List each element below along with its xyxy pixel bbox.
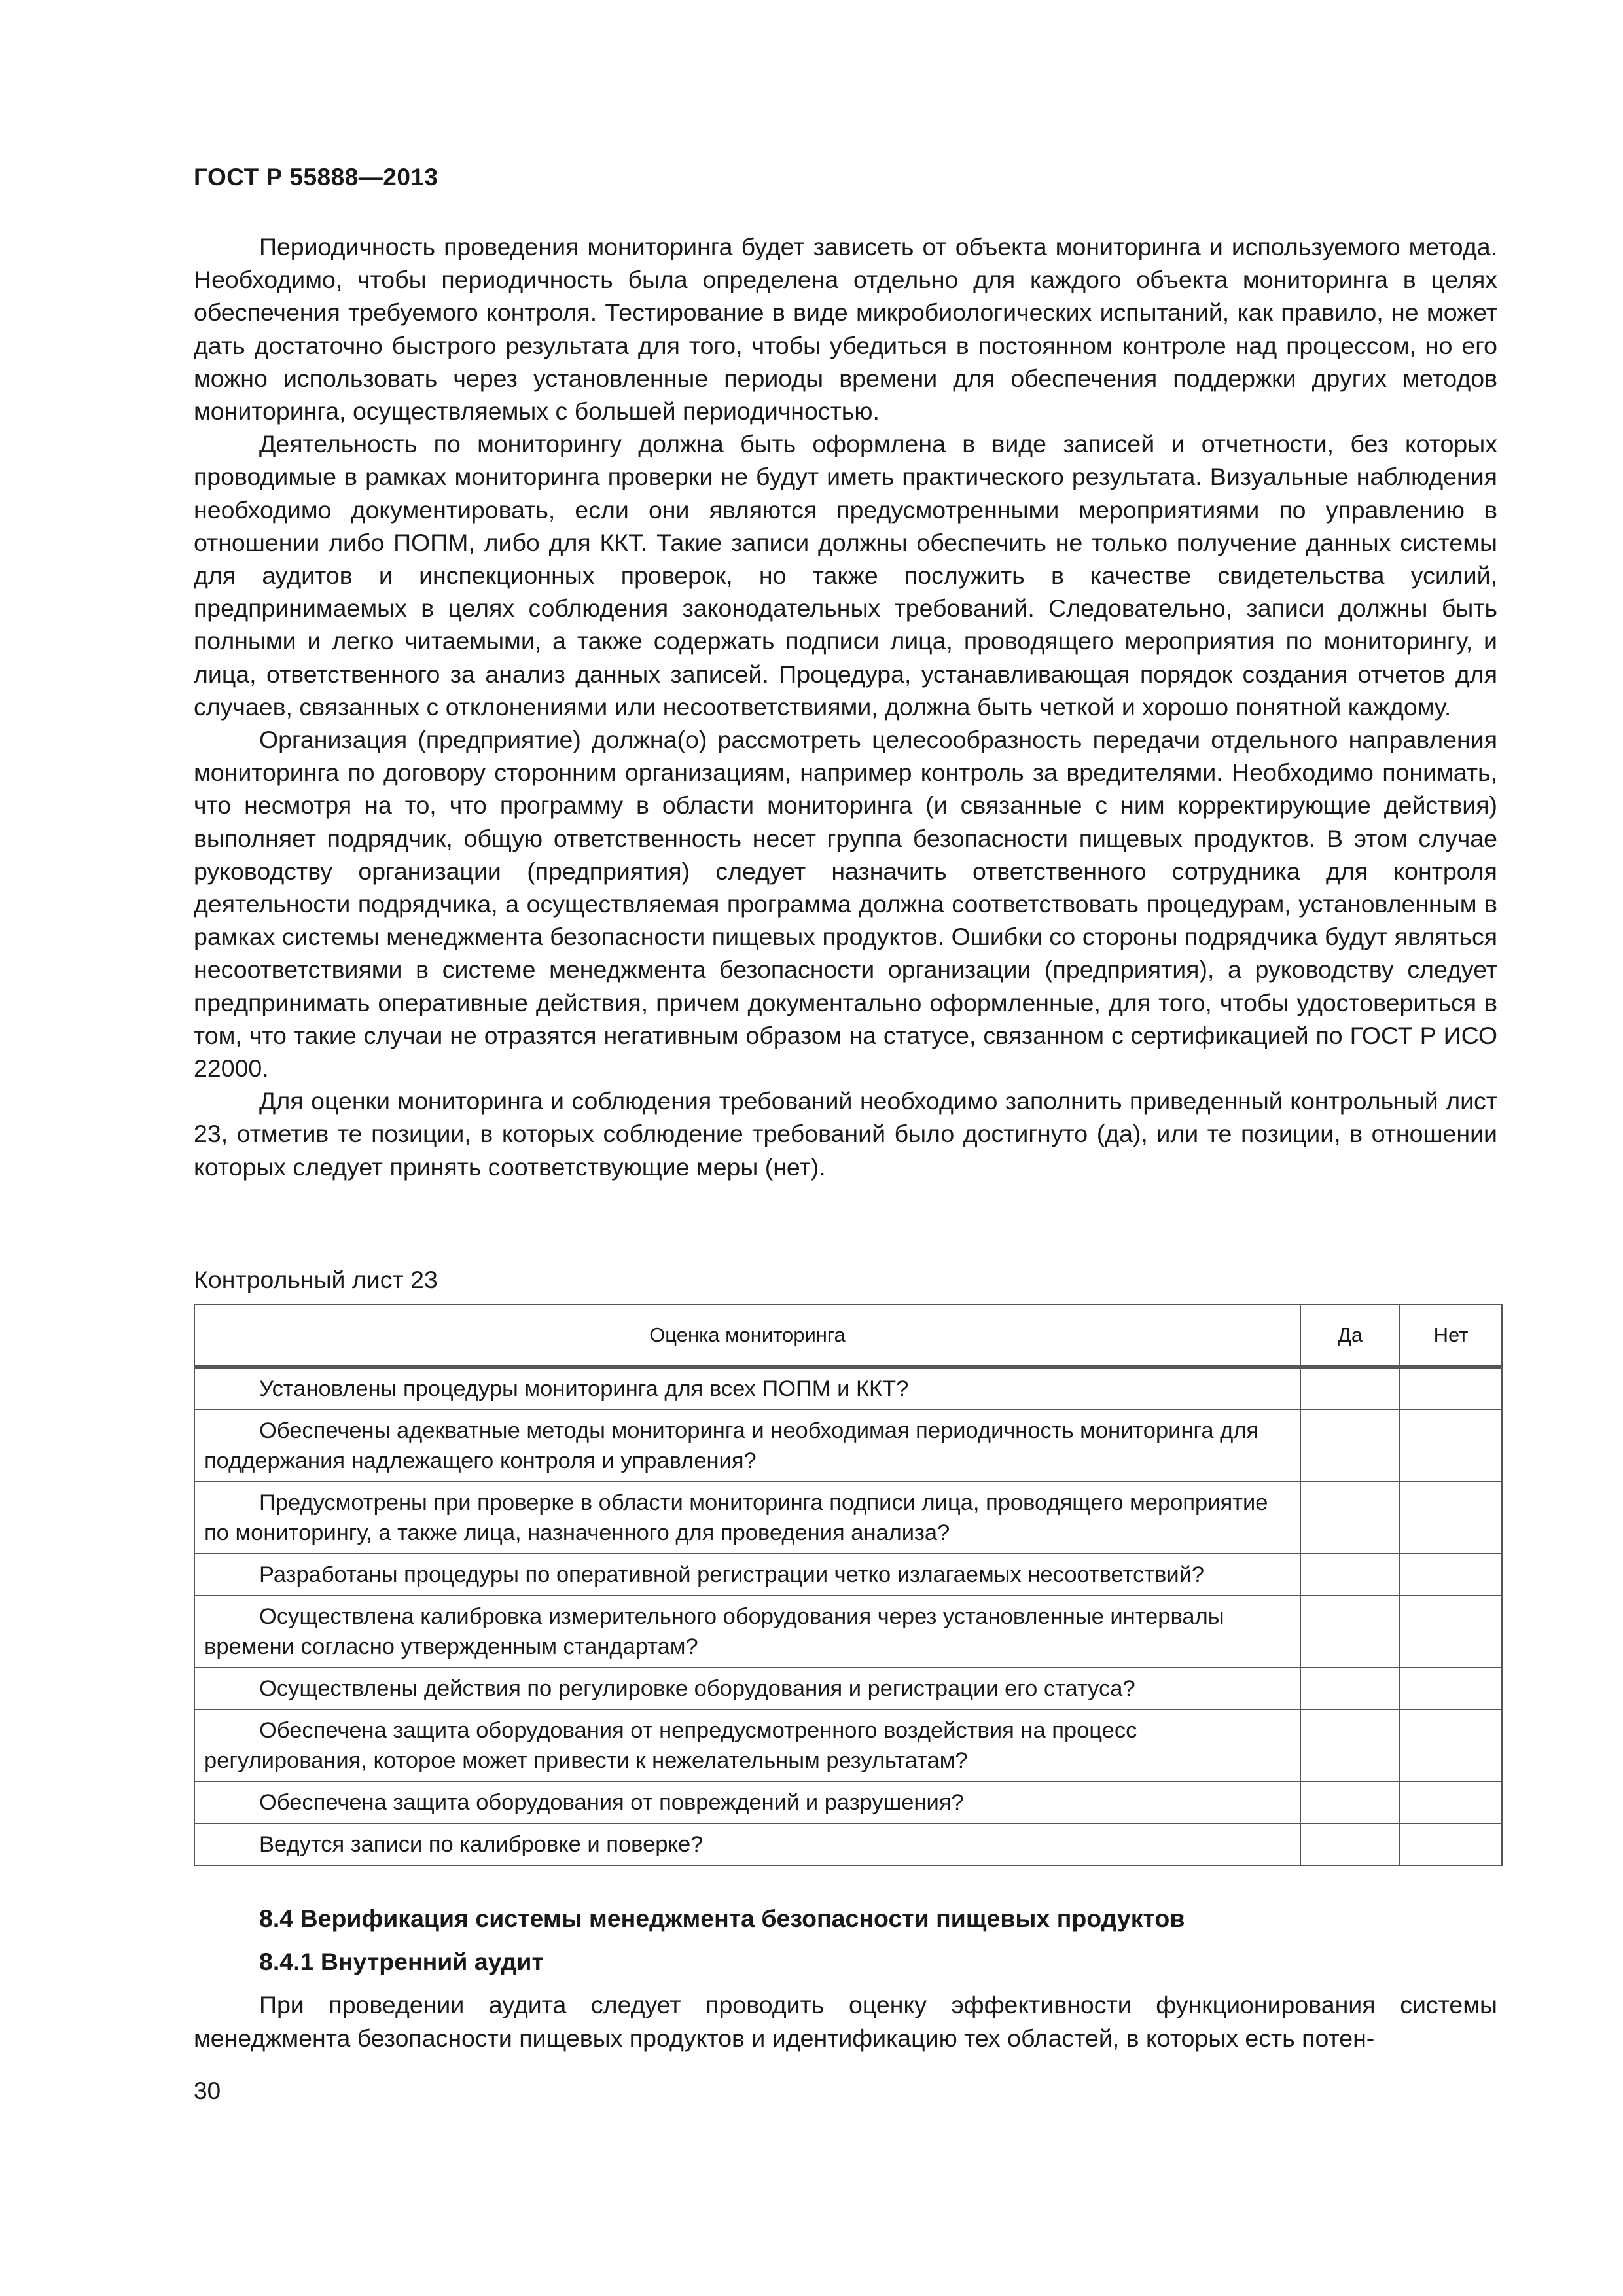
checklist-caption: Контрольный лист 23 xyxy=(194,1266,438,1293)
checklist-question: Обеспечена защита оборудования от непредусмотренного воздействия на процесс регулирования, которое может привести к нежелательным результатам? xyxy=(194,1710,1300,1782)
checklist-question: Установлены процедуры мониторинга для всех ПОПМ и ККТ? xyxy=(194,1367,1300,1410)
no-cell[interactable] xyxy=(1400,1410,1502,1482)
no-cell[interactable] xyxy=(1400,1823,1502,1865)
paragraph-checklist-intro: Для оценки мониторинга и соблюдения требований необходимо заполнить приведенный контрольный лист 23, отметив те позиции, в которых соблюдение требований было достигнуто (да), или те позиции, в отношении которых следует принять соответствующие меры (нет). xyxy=(194,1087,1497,1181)
table-row xyxy=(194,1782,1502,1823)
table-row xyxy=(194,1410,1502,1482)
body-text xyxy=(194,230,1497,1183)
checklist-question: Разработаны процедуры по оперативной регистрации четко излагаемых несоответствий? xyxy=(194,1554,1300,1596)
paragraph-monitoring-records: Деятельность по мониторингу должна быть оформлена в виде записей и отчетности, без которых проводимые в рамках мониторинга проверки не будут иметь практического результата. Визуальные наблюдения необходимо документировать, если они являются предусмотренными мероприятиями по управлению в отношении либо ПОПМ, либо для ККТ. Такие записи должны обеспечить не только получение данных системы для аудитов и инспекционных проверок, но также послужить в качестве свидетельства усилий, предпринимаемых в целях соблюдения законодательных требований. Следовательно, записи должны быть полными и легко читаемыми, а также содержать подписи лица, проводящего мероприятия по мониторингу, и лица, ответственного за анализ данных записей. Процедура, устанавливающая порядок создания отчетов для случаев, связанных с отклонениями или несоответствиями, должна быть четкой и хорошо понятной каждому. xyxy=(194,430,1497,721)
yes-cell[interactable] xyxy=(1300,1823,1400,1865)
table-row xyxy=(194,1554,1502,1596)
no-cell[interactable] xyxy=(1400,1668,1502,1710)
section-8-4-1-heading: 8.4.1 Внутренний аудит xyxy=(259,1948,544,1976)
no-cell[interactable] xyxy=(1400,1482,1502,1554)
no-cell[interactable] xyxy=(1400,1596,1502,1668)
no-cell[interactable] xyxy=(1400,1554,1502,1596)
column-header-question: Оценка мониторинга xyxy=(194,1304,1300,1367)
yes-cell[interactable] xyxy=(1300,1596,1400,1668)
yes-cell[interactable] xyxy=(1300,1782,1400,1823)
table-row xyxy=(194,1482,1502,1554)
yes-cell[interactable] xyxy=(1300,1710,1400,1782)
paragraph-monitoring-frequency: Периодичность проведения мониторинга будет зависеть от объекта мониторинга и используемого метода. Необходимо, чтобы периодичность была определена отдельно для каждого объекта мониторинга в целях обеспечения требуемого контроля. Тестирование в виде микробиологических испытаний, как правило, не может дать достаточно быстрого результата для того, чтобы убедиться в постоянном контроле над процессом, но его можно использовать через установленные периоды времени для обеспечения поддержки других методов мониторинга, осуществляемых с большей периодичностью. xyxy=(194,233,1497,425)
checklist-header-row xyxy=(194,1304,1502,1367)
checklist-question: Осуществлены действия по регулировке оборудования и регистрации его статуса? xyxy=(194,1668,1300,1710)
no-cell[interactable] xyxy=(1400,1782,1502,1823)
section-8-4-1-text: При проведении аудита следует проводить оценку эффективности функционирования системы менеджмента безопасности пищевых продуктов и идентификацию тех областей, в которых есть потен- xyxy=(194,1991,1497,2052)
section-8-4-heading: 8.4 Верификация системы менеджмента безопасности пищевых продуктов xyxy=(259,1905,1185,1932)
checklist-question: Осуществлена калибровка измерительного оборудования через установленные интервалы времени согласно утвержденным стандартам? xyxy=(194,1596,1300,1668)
table-row xyxy=(194,1596,1502,1668)
sections-block xyxy=(194,1902,1497,2054)
yes-cell[interactable] xyxy=(1300,1367,1400,1410)
yes-cell[interactable] xyxy=(1300,1554,1400,1596)
column-header-yes: Да xyxy=(1300,1304,1400,1367)
column-header-no: Нет xyxy=(1400,1304,1502,1367)
document-header: ГОСТ Р 55888—2013 xyxy=(194,164,438,190)
page-number: 30 xyxy=(194,2077,221,2104)
checklist-question: Предусмотрены при проверке в области мониторинга подписи лица, проводящего мероприятие по мониторингу, а также лица, назначенного для проведения анализа? xyxy=(194,1482,1300,1554)
yes-cell[interactable] xyxy=(1300,1410,1400,1482)
no-cell[interactable] xyxy=(1400,1367,1502,1410)
yes-cell[interactable] xyxy=(1300,1668,1400,1710)
table-row xyxy=(194,1823,1502,1865)
checklist-question: Обеспечены адекватные методы мониторинга и необходимая периодичность мониторинга для поддержания надлежащего контроля и управления? xyxy=(194,1410,1300,1482)
paragraph-outsourcing: Организация (предприятие) должна(о) рассмотреть целесообразность передачи отдельного направления мониторинга по договору сторонним организациям, например контроль за вредителями. Необходимо понимать, что несмотря на то, что программу в области мониторинга (и связанные с ним корректирующие действия) выполняет подрядчик, общую ответственность несет группа безопасности пищевых продуктов. В этом случае руководству организации (предприятия) следует назначить ответственного сотрудника для контроля деятельности подрядчика, а осуществляемая программа должна соответствовать процедурам, установленным в рамках системы менеджмента безопасности пищевых продуктов. Ошибки со стороны подрядчика будут являться несоответствиями в системе менеджмента безопасности организации (предприятия), а руководству следует предпринимать оперативные действия, причем документально оформленные, для того, чтобы удостовериться в том, что такие случаи не отразятся негативным образом на статусе, связанном с сертификацией по ГОСТ Р ИСО 22000. xyxy=(194,726,1497,1083)
yes-cell[interactable] xyxy=(1300,1482,1400,1554)
no-cell[interactable] xyxy=(1400,1710,1502,1782)
checklist-question: Ведутся записи по калибровке и поверке? xyxy=(194,1823,1300,1865)
checklist-question: Обеспечена защита оборудования от повреждений и разрушения? xyxy=(194,1782,1300,1823)
table-row xyxy=(194,1710,1502,1782)
table-row xyxy=(194,1367,1502,1410)
table-row xyxy=(194,1668,1502,1710)
checklist-table xyxy=(194,1304,1503,1866)
